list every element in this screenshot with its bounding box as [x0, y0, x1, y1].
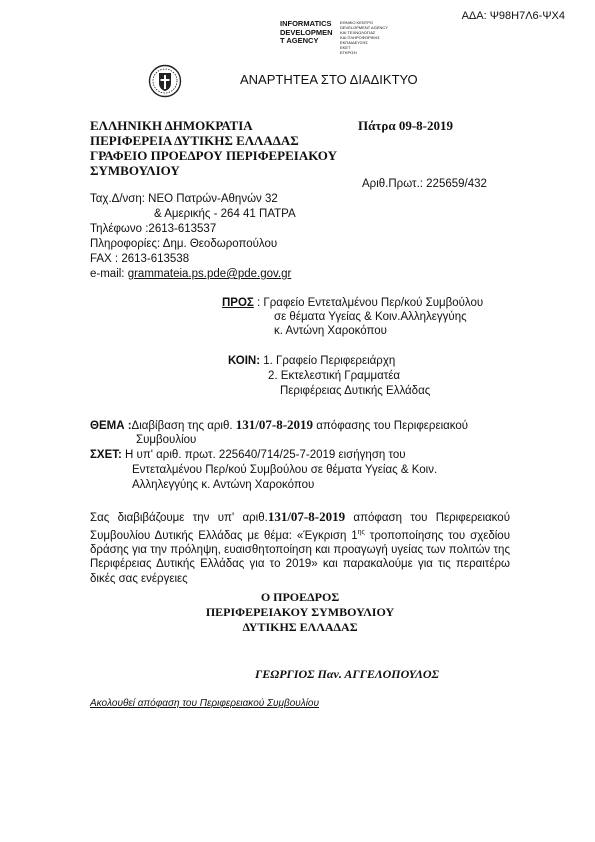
recipient-label: ΠΡΟΣ: [222, 297, 254, 309]
logo-small-text: [340, 20, 400, 55]
signature-line: Ο ΠΡΟΕΔΡΟΣ: [260, 590, 340, 604]
ada-code: ΑΔΑ: Ψ98Η7Λ6-ΨΧ4: [461, 10, 565, 22]
fax-line: FAX : 2613-613538: [90, 253, 190, 265]
document-date: Πάτρα 09-8-2019: [358, 118, 453, 133]
subject-text: Συμβουλίου: [136, 434, 197, 446]
logo-small-line: ΕΚΕΤ: [340, 45, 351, 50]
recipient-line: : Γραφείο Εντεταλμένου Περ/κού Συμβούλου: [257, 297, 484, 309]
body-paragraph: [90, 510, 510, 586]
published-online-notice: ΑΝΑΡΤΗΤΕΑ ΣΤΟ ΔΙΑΔΙΚΤΥΟ: [240, 72, 418, 87]
logo-small-line: ΚΑΙ ΠΛΗΡΟΦΟΡΙΚΗΣ: [340, 35, 380, 40]
cc-block: [228, 354, 430, 399]
logo-small-line: ΕΓΚΡΙΣΗ: [340, 50, 357, 55]
body-text: τροποποίησης του σχεδίου δράσης για την πρόληψη, ευαισθητοποίηση και προαγωγή υγείας των πολιτών της Περιφέρειας Δυτικής Ελλάδας για το 2019» και παρακαλούμε για τις περαιτέρω δικές σας ενέργειες: [90, 529, 510, 585]
address-line: Ταχ.Δ/νση: ΝΕΟ Πατρών-Αθηνών 32: [90, 193, 278, 205]
header-line: ΠΕΡΙΦΕΡΕΙΑ ΔΥΤΙΚΗΣ ΕΛΛΑΔΑΣ: [90, 133, 299, 148]
decision-number: 131/07-8-2019: [235, 417, 314, 432]
reference-line: Αλληλεγγύης κ. Αντώνη Χαροκόπου: [132, 479, 315, 491]
header-line: ΣΥΜΒΟΥΛΙΟΥ: [90, 163, 180, 178]
cc-line: 2. Εκτελεστική Γραμματέα: [268, 370, 401, 382]
phone-line: Τηλέφωνο :2613-613537: [90, 223, 217, 235]
logo-line: DEVELOPMEN: [280, 27, 333, 37]
logo-line: T AGENCY: [280, 36, 319, 45]
address-line: & Αμερικής - 264 41 ΠΑΤΡΑ: [154, 208, 296, 220]
email-label: e-mail:: [90, 268, 128, 280]
reference-block: [90, 448, 510, 493]
subject-label: ΘΕΜΑ :: [90, 420, 132, 432]
logo-line: INFORMATICS: [280, 19, 332, 28]
body-text: Σας διαβιβάζουμε την υπ' αριθ.: [90, 512, 268, 524]
decision-number: 131/07-8-2019: [267, 509, 346, 524]
signature-title: [180, 590, 420, 635]
issuer-header: [90, 118, 337, 178]
info-line: Πληροφορίες: Δημ. Θεοδωροπούλου: [90, 238, 278, 250]
header-line: ΓΡΑΦΕΙΟ ΠΡΟΕΔΡΟΥ ΠΕΡΙΦΕΡΕΙΑΚΟΥ: [90, 148, 337, 163]
email-line: [90, 267, 296, 282]
logo-small-line: ΚΑΙ ΤΕΧΝΟΛΟΓΙΑΣ: [340, 30, 376, 35]
subject-block: [90, 418, 510, 447]
greek-coat-of-arms-icon: [148, 64, 182, 98]
recipient-line: σε θέματα Υγείας & Κοιν.Αλληλεγγύης: [274, 311, 467, 323]
subject-text: απόφασης του Περιφερειακού: [313, 420, 469, 432]
reference-line: Εντεταλμένου Περ/κού Συμβούλου σε θέματα Υγείας & Κοιν.: [132, 464, 438, 476]
reference-label: ΣΧΕΤ:: [90, 449, 122, 461]
logo-small-line: ΕΘΝΙΚΟ ΚΕΝΤΡΟ: [340, 20, 373, 25]
protocol-number: Αριθ.Πρωτ.: 225659/432: [362, 178, 487, 190]
ordinal-suffix: ης: [357, 528, 365, 536]
signatory-name: ΓΕΩΡΓΙΟΣ Παν. ΑΓΓΕΛΟΠΟΥΛΟΣ: [255, 667, 439, 681]
informatics-agency-logo: [280, 19, 388, 55]
signature-line: ΠΕΡΙΦΕΡΕΙΑΚΟΥ ΣΥΜΒΟΥΛΙΟΥ: [205, 605, 395, 619]
logo-small-line: DEVELOPMENT AGENCY: [340, 25, 388, 30]
body-text: απόφαση του Περιφερειακού Συμβουλίου Δυτικής Ελλάδας με θέμα: «Έγκριση 1: [90, 512, 510, 542]
reference-line: Η υπ' αριθ. πρωτ. 225640/714/25-7-2019 εισήγηση του: [125, 449, 406, 461]
contact-block: [90, 192, 296, 282]
recipient-block: [222, 296, 483, 338]
attachment-note: Ακολουθεί απόφαση του Περιφερειακού Συμβουλίου: [90, 698, 319, 709]
email-link[interactable]: grammateia.ps.pde@pde.gov.gr: [127, 268, 292, 280]
cc-line: Περιφέρειας Δυτικής Ελλάδας: [280, 385, 431, 397]
cc-label: ΚΟΙΝ:: [228, 355, 261, 367]
cc-line: 1. Γραφείο Περιφερειάρχη: [263, 355, 396, 367]
logo-small-line: ΕΚΠΑΙΔΕΥΣΗΣ: [340, 40, 368, 45]
header-line: ΕΛΛΗΝΙΚΗ ΔΗΜΟΚΡΑΤΙΑ: [90, 118, 253, 133]
subject-text: Διαβίβαση της αριθ.: [131, 420, 236, 432]
recipient-line: κ. Αντώνη Χαροκόπου: [274, 325, 387, 337]
signature-line: ΔΥΤΙΚΗΣ ΕΛΛΑΔΑΣ: [242, 620, 358, 634]
